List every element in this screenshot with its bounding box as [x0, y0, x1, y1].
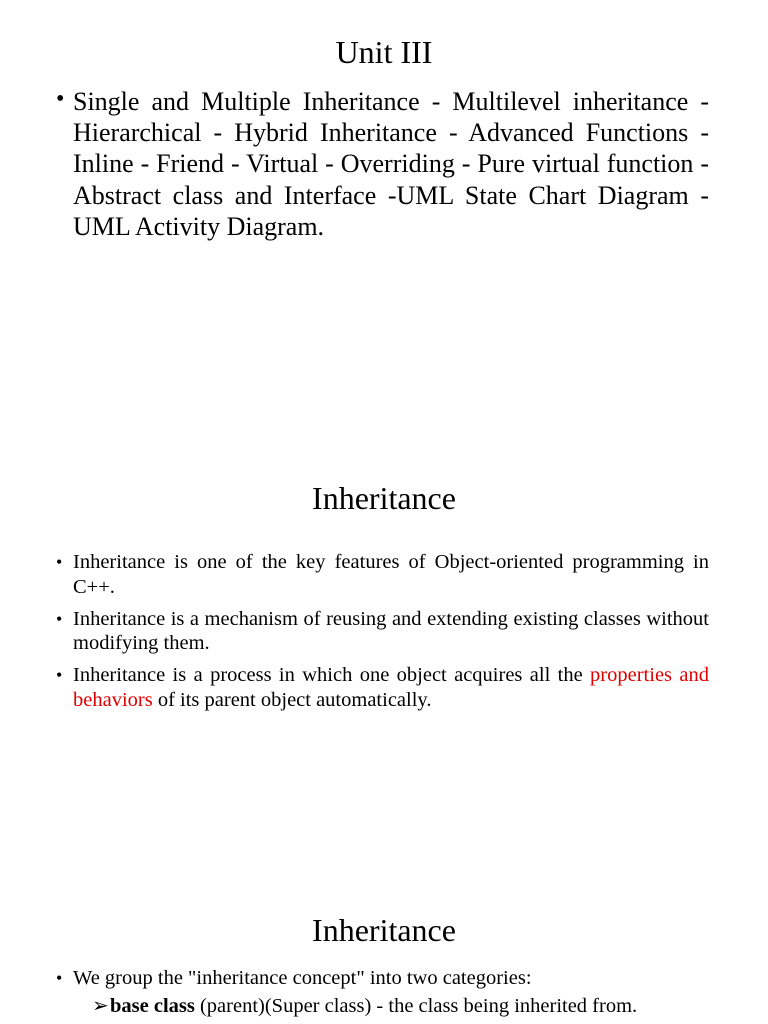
bullet-dot-icon: • [56, 608, 63, 629]
bullet-dot-icon: • [56, 86, 65, 112]
bullet-item [56, 86, 709, 242]
highlighted-phrase: properties and behaviors [73, 664, 709, 711]
sub-bullet-text [92, 995, 637, 1017]
bullet-item [56, 550, 709, 599]
slide-inheritance-intro [0, 440, 768, 770]
arrow-bullet-icon: ➢ [92, 995, 109, 1017]
bullet-text: Inheritance is one of the key features of Object-oriented programming in C++. [73, 551, 709, 598]
slide-inheritance-categories [0, 880, 768, 1024]
bullet-list [56, 964, 709, 1020]
bullet-item [56, 607, 709, 656]
bullet-dot-icon: • [56, 665, 63, 685]
bullet-text: We group the "inheritance concept" into two categories: [73, 967, 532, 989]
bullet-text-after: of its parent object automatically. [152, 688, 432, 711]
bullet-dot-icon: • [56, 552, 63, 572]
sub-bullet-item [56, 992, 709, 1020]
bullet-text-before: Inheritance is a process in which one object acquires all the [73, 664, 591, 686]
bullet-item [56, 663, 709, 712]
slide-title: Unit III [335, 34, 433, 70]
bullet-list [56, 86, 709, 242]
bullet-list [56, 550, 709, 720]
bullet-dot-icon: • [56, 968, 63, 988]
bullet-text: Single and Multiple Inheritance - Multilevel inheritance - Hierarchical - Hybrid Inheritance - Advanced Functions - Inline - Friend - Virtual - Overriding - Pure virtual function -Abstract class and Interface -UML State Chart Diagram - UML Activity Diagram. [73, 87, 709, 241]
bullet-text: Inheritance is a mechanism of reusing and extending existing classes without modifying them. [73, 607, 709, 654]
slide-title: Inheritance [312, 912, 456, 948]
term-base-class: base class [110, 995, 195, 1017]
bullet-item [56, 964, 709, 992]
slide-title: Inheritance [312, 480, 456, 516]
slide-unit-iii [0, 0, 768, 330]
term-description: (parent)(Super class) - the class being inherited from. [194, 995, 638, 1017]
